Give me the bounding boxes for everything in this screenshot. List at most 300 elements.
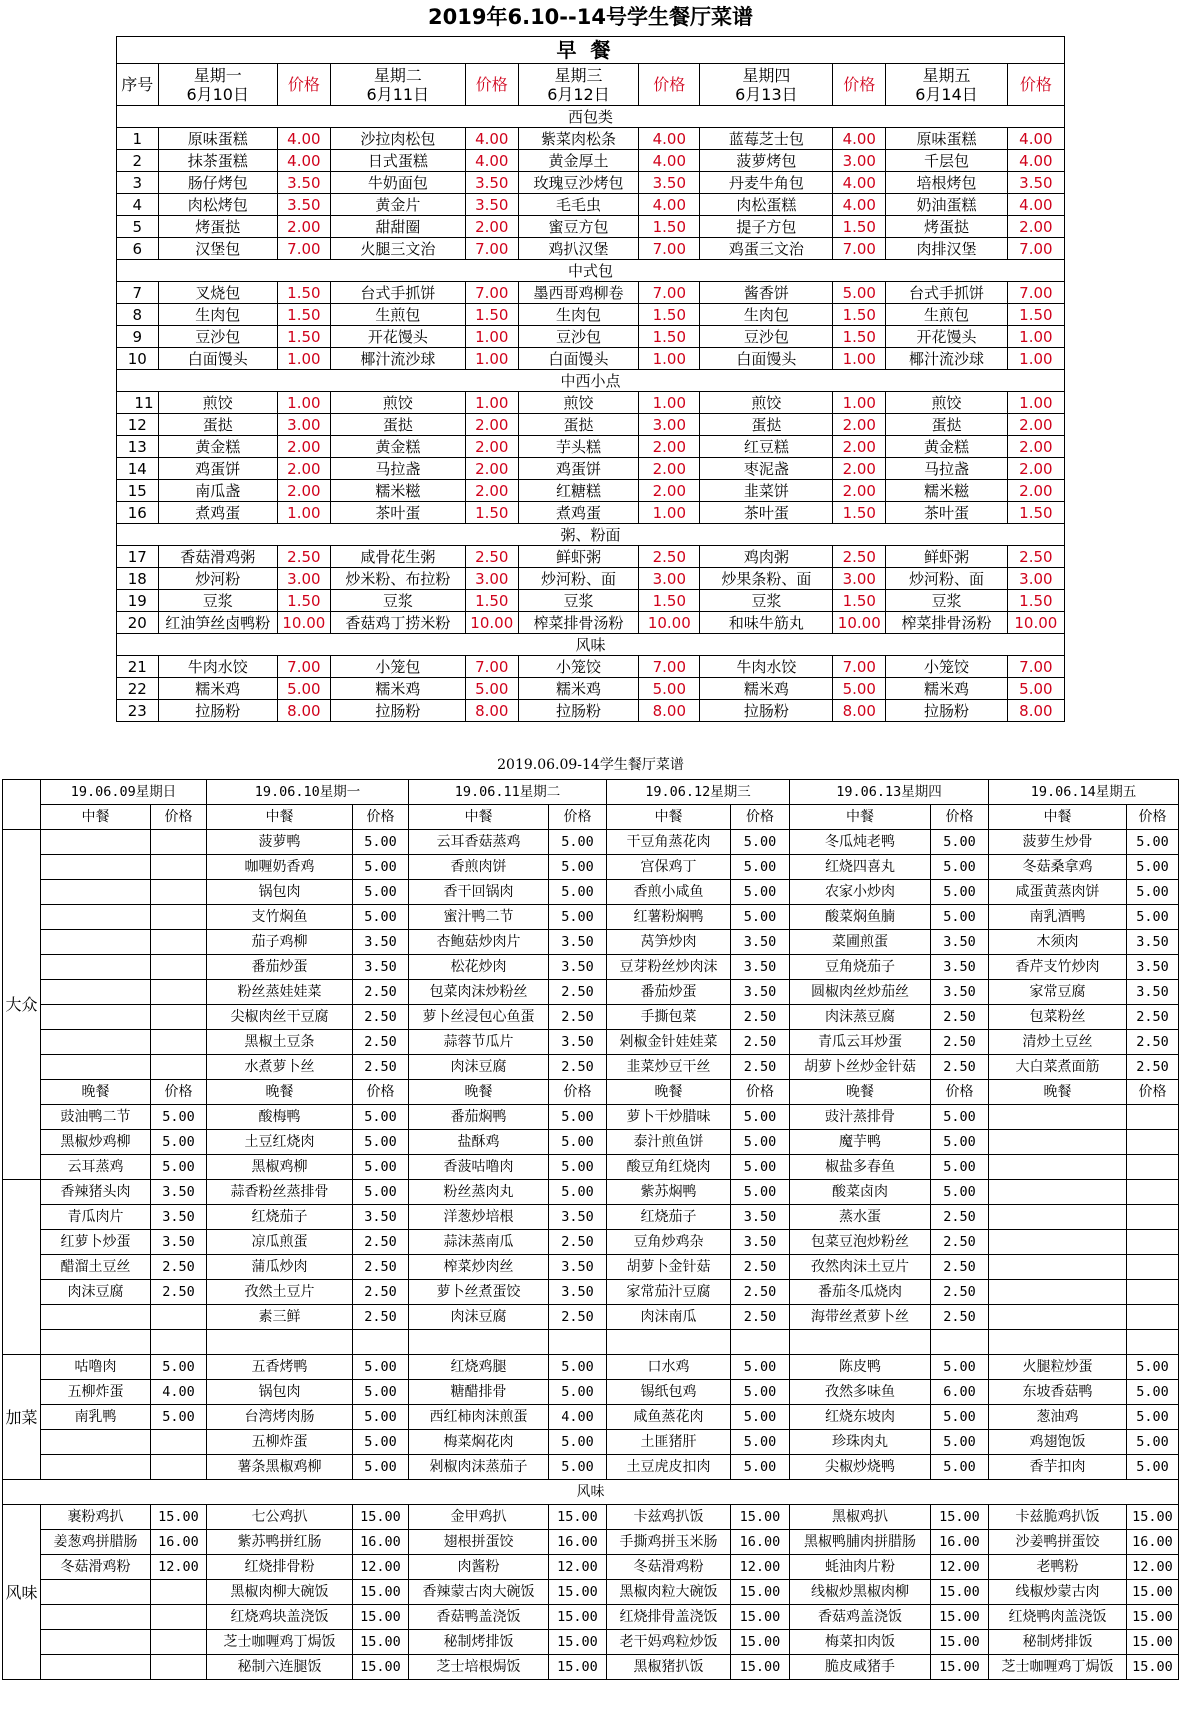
dish-price: 5.00 (731, 1155, 790, 1180)
dish-price (151, 980, 207, 1005)
dish-name: 香芋扣肉 (989, 1455, 1127, 1480)
dish-name: 包菜肉沫炒粉丝 (409, 980, 549, 1005)
dish-name (989, 1280, 1127, 1305)
dish-name: 锅包肉 (207, 1380, 353, 1405)
dish-name: 老干妈鸡粒炒饭 (607, 1630, 731, 1655)
dish-price: 5.00 (931, 1155, 989, 1180)
dish-price: 3.50 (353, 1205, 409, 1230)
dish-price: 5.00 (465, 678, 518, 700)
dish-name: 黄金糕 (886, 436, 1007, 458)
dish-name: 包菜粉丝 (989, 1005, 1127, 1030)
dish-price: 5.00 (931, 1105, 989, 1130)
dish-price: 2.50 (731, 1055, 790, 1080)
dish-name: 拉肠粉 (158, 700, 277, 722)
dish-price: 2.50 (549, 1230, 607, 1255)
dish-name: 糯米糍 (330, 480, 465, 502)
dish-name: 鲜虾粥 (518, 546, 638, 568)
dish-name (41, 855, 151, 880)
dish-name (790, 1330, 931, 1355)
date-label: 6月14日 (915, 84, 978, 104)
dinner-label: 晚餐 (41, 1080, 151, 1105)
dish-price: 1.50 (277, 304, 330, 326)
dish-price: 5.00 (1127, 1355, 1179, 1380)
price-label: 价格 (731, 805, 790, 830)
dish-price (1127, 1130, 1179, 1155)
dish-price: 10.00 (833, 612, 886, 634)
price-header: 价格 (465, 64, 518, 106)
dish-name: 红烧茄子 (607, 1205, 731, 1230)
extra-row (3, 1380, 1179, 1405)
dish-price: 2.50 (731, 1280, 790, 1305)
dish-name: 肠仔烤包 (158, 172, 277, 194)
date-label: 6月10日 (186, 84, 249, 104)
dish-price: 2.50 (833, 546, 886, 568)
dish-price: 4.00 (465, 150, 518, 172)
dish-price (151, 1305, 207, 1330)
dinner-row (3, 1105, 1179, 1130)
dish-name: 生煎包 (886, 304, 1007, 326)
dish-price: 16.00 (549, 1530, 607, 1555)
dish-price: 2.00 (1007, 458, 1064, 480)
dish-price (1127, 1180, 1179, 1205)
dish-name: 菜圃煎蛋 (790, 930, 931, 955)
row-index: 17 (117, 546, 159, 568)
flavor-row (3, 1655, 1179, 1680)
dish-name: 黑椒鸭脯肉拼腊肠 (790, 1530, 931, 1555)
dish-name: 红糖糕 (518, 480, 638, 502)
dish-name (41, 1430, 151, 1455)
dish-name: 毛毛虫 (518, 194, 638, 216)
dish-price: 5.00 (731, 1130, 790, 1155)
dish-name: 红烧四喜丸 (790, 855, 931, 880)
dish-price: 7.00 (639, 656, 700, 678)
dish-price: 7.00 (1007, 238, 1064, 260)
row-index: 15 (117, 480, 159, 502)
dish-name: 椰汁流沙球 (330, 348, 465, 370)
dish-price (151, 930, 207, 955)
extra-row (3, 1405, 1179, 1430)
dish-name: 和味牛筋丸 (700, 612, 833, 634)
dish-price: 5.00 (353, 855, 409, 880)
dish-name: 千层包 (886, 150, 1007, 172)
lunch-row (3, 880, 1179, 905)
dish-price: 15.00 (931, 1505, 989, 1530)
dish-price: 8.00 (1007, 700, 1064, 722)
dish-name: 培根烤包 (886, 172, 1007, 194)
dish-price: 5.00 (731, 1405, 790, 1430)
dish-price: 2.50 (931, 1305, 989, 1330)
dish-name (41, 1005, 151, 1030)
dish-name: 五柳炸蛋 (41, 1380, 151, 1405)
dish-name: 马拉盏 (886, 458, 1007, 480)
dish-name: 番茄炒蛋 (207, 955, 353, 980)
dish-name: 南乳酒鸭 (989, 905, 1127, 930)
dish-price: 8.00 (465, 700, 518, 722)
dish-price: 5.00 (353, 1455, 409, 1480)
dish-name: 香煎小咸鱼 (607, 880, 731, 905)
dish-name: 原味蛋糕 (158, 128, 277, 150)
dish-name: 拉肠粉 (330, 700, 465, 722)
dish-price: 3.00 (277, 414, 330, 436)
dish-name: 炒河粉、面 (518, 568, 638, 590)
dish-name: 秘制烤排饭 (409, 1630, 549, 1655)
menu-row (117, 458, 1065, 480)
dish-price: 15.00 (549, 1505, 607, 1530)
dish-name: 酱香饼 (700, 282, 833, 304)
row-index: 18 (117, 568, 159, 590)
dish-price (151, 1630, 207, 1655)
dish-name: 拉肠粉 (518, 700, 638, 722)
row-index: 5 (117, 216, 159, 238)
dish-name: 泰汁煎鱼饼 (607, 1130, 731, 1155)
dish-price: 12.00 (151, 1555, 207, 1580)
dish-price: 10.00 (639, 612, 700, 634)
price-label: 价格 (1127, 805, 1179, 830)
dish-price: 4.00 (151, 1380, 207, 1405)
dish-name: 糯米鸡 (886, 678, 1007, 700)
dish-price: 10.00 (1007, 612, 1064, 634)
dinner-label: 晚餐 (607, 1080, 731, 1105)
dish-name (989, 1305, 1127, 1330)
dish-price: 5.00 (353, 880, 409, 905)
dish-name: 枣泥盏 (700, 458, 833, 480)
dish-price (151, 1455, 207, 1480)
dish-name: 香干回锅肉 (409, 880, 549, 905)
dish-price: 3.50 (931, 955, 989, 980)
lunch-row (3, 955, 1179, 980)
dish-price: 15.00 (731, 1505, 790, 1530)
menu-row (117, 392, 1065, 414)
dish-price (931, 1330, 989, 1355)
dish-name: 鲜虾粥 (886, 546, 1007, 568)
dish-price: 5.00 (1127, 855, 1179, 880)
dish-name: 火腿粒炒蛋 (989, 1355, 1127, 1380)
dish-name: 冬菇桑拿鸡 (989, 855, 1127, 880)
dish-price: 2.50 (353, 1230, 409, 1255)
lunch-label: 中餐 (607, 805, 731, 830)
dish-name: 五柳炸蛋 (207, 1430, 353, 1455)
dish-name: 锅包肉 (207, 880, 353, 905)
dish-name: 蒜蓉节瓜片 (409, 1030, 549, 1055)
dish-name: 汉堡包 (158, 238, 277, 260)
dish-name: 胡萝卜丝炒金针菇 (790, 1055, 931, 1080)
dish-name: 大白菜煮面筋 (989, 1055, 1127, 1080)
dish-name: 圆椒肉丝炒茄丝 (790, 980, 931, 1005)
dish-name: 生肉包 (518, 304, 638, 326)
dinner-row (3, 1180, 1179, 1205)
dish-price: 3.50 (731, 980, 790, 1005)
dish-price: 4.00 (833, 194, 886, 216)
dish-name: 黄金糕 (330, 436, 465, 458)
lunch-dinner-title: 2019.06.09-14学生餐厅菜谱 (497, 757, 684, 773)
dish-price: 1.50 (833, 216, 886, 238)
dish-name: 拉肠粉 (886, 700, 1007, 722)
row-index: 23 (117, 700, 159, 722)
dish-name: 杏鲍菇炒肉片 (409, 930, 549, 955)
dish-price: 2.00 (833, 458, 886, 480)
dish-name: 芝士咖喱鸡丁焗饭 (989, 1655, 1127, 1680)
dish-name: 豆浆 (330, 590, 465, 612)
lunch-row (3, 855, 1179, 880)
dish-name: 牛肉水饺 (700, 656, 833, 678)
dish-price: 5.00 (151, 1130, 207, 1155)
dish-price: 5.00 (549, 1130, 607, 1155)
dish-price: 12.00 (931, 1555, 989, 1580)
dish-price: 5.00 (931, 1355, 989, 1380)
dish-price: 2.00 (1007, 414, 1064, 436)
day-header: 19.06.12星期三 (607, 780, 790, 805)
meal-banner-row (117, 37, 1065, 64)
dish-name: 咸蛋黄蒸肉饼 (989, 880, 1127, 905)
dish-price: 10.00 (277, 612, 330, 634)
dish-name: 金甲鸡扒 (409, 1505, 549, 1530)
dish-price: 16.00 (1127, 1530, 1179, 1555)
dish-name: 脆皮咸猪手 (790, 1655, 931, 1680)
dish-name: 台式手抓饼 (330, 282, 465, 304)
dish-name: 莴笋炒肉 (607, 930, 731, 955)
dish-price: 3.50 (731, 1230, 790, 1255)
price-label: 价格 (353, 1080, 409, 1105)
dish-price: 2.50 (151, 1280, 207, 1305)
dish-price (1127, 1155, 1179, 1180)
dish-name: 线椒炒蒙古肉 (989, 1580, 1127, 1605)
lunch-label: 中餐 (409, 805, 549, 830)
dish-name: 肉酱粉 (409, 1555, 549, 1580)
menu-row (117, 414, 1065, 436)
dish-price: 5.00 (731, 1430, 790, 1455)
dinner-header-row (3, 1080, 1179, 1105)
dish-price: 16.00 (151, 1530, 207, 1555)
dish-price: 1.50 (833, 304, 886, 326)
dish-name: 翅根拼蛋饺 (409, 1530, 549, 1555)
dish-price: 2.50 (549, 1305, 607, 1330)
section-label: 中式包 (117, 260, 1065, 282)
dish-price: 3.50 (353, 955, 409, 980)
dish-name: 冬菇滑鸡粉 (607, 1555, 731, 1580)
dish-name (989, 1230, 1127, 1255)
dish-name: 青瓜肉片 (41, 1205, 151, 1230)
dish-name: 黄金糕 (158, 436, 277, 458)
lunch-row (3, 930, 1179, 955)
dish-price: 1.50 (465, 590, 518, 612)
dish-name: 孜然土豆片 (207, 1280, 353, 1305)
dish-name: 五香烤鸭 (207, 1355, 353, 1380)
weekday-label: 星期三 (554, 65, 603, 85)
section-label: 西包类 (117, 106, 1065, 128)
dish-name: 七公鸡扒 (207, 1505, 353, 1530)
dish-price (151, 880, 207, 905)
dish-price (151, 1430, 207, 1455)
dish-price: 3.50 (731, 955, 790, 980)
dish-price: 4.00 (639, 150, 700, 172)
dish-name (41, 1455, 151, 1480)
dish-name: 卡兹脆鸡扒饭 (989, 1505, 1127, 1530)
dish-name (41, 1030, 151, 1055)
dish-price: 3.50 (731, 930, 790, 955)
row-index: 20 (117, 612, 159, 634)
dish-price: 5.00 (931, 1130, 989, 1155)
dish-name: 豆浆 (886, 590, 1007, 612)
dish-price: 3.00 (833, 568, 886, 590)
dish-name: 黑椒肉粒大碗饭 (607, 1580, 731, 1605)
dish-name (989, 1330, 1127, 1355)
price-label: 价格 (731, 1080, 790, 1105)
dish-name: 烤蛋挞 (158, 216, 277, 238)
dish-name: 糖醋排骨 (409, 1380, 549, 1405)
flavor-row (3, 1580, 1179, 1605)
dish-name: 生肉包 (700, 304, 833, 326)
dish-price: 5.00 (151, 1355, 207, 1380)
dish-price (731, 1330, 790, 1355)
dish-name: 番茄焖鸭 (409, 1105, 549, 1130)
menu-row (117, 238, 1065, 260)
dish-name: 肉沫豆腐 (409, 1055, 549, 1080)
dish-price: 2.50 (639, 546, 700, 568)
dish-name: 咕噜肉 (41, 1355, 151, 1380)
lunch-row (3, 1030, 1179, 1055)
price-label: 价格 (151, 1080, 207, 1105)
dish-name: 煮鸡蛋 (158, 502, 277, 524)
dish-name: 玫瑰豆沙烤包 (518, 172, 638, 194)
dish-price: 7.00 (1007, 282, 1064, 304)
dish-name: 茄子鸡柳 (207, 930, 353, 955)
dish-price: 5.00 (731, 1455, 790, 1480)
dinner-label: 晚餐 (790, 1080, 931, 1105)
dish-price: 15.00 (1127, 1580, 1179, 1605)
dish-price: 2.50 (353, 1255, 409, 1280)
dish-price: 5.00 (151, 1105, 207, 1130)
dish-name: 土匪猪肝 (607, 1430, 731, 1455)
dish-name: 口水鸡 (607, 1355, 731, 1380)
dish-name: 原味蛋糕 (886, 128, 1007, 150)
dish-name (41, 1305, 151, 1330)
dish-name: 肉松烤包 (158, 194, 277, 216)
menu-row (117, 326, 1065, 348)
dish-price: 3.50 (465, 172, 518, 194)
dish-price: 5.00 (833, 678, 886, 700)
dish-name: 宫保鸡丁 (607, 855, 731, 880)
lunch-row (3, 905, 1179, 930)
dish-price: 1.50 (1007, 304, 1064, 326)
dish-price: 3.50 (549, 1205, 607, 1230)
dish-name: 萝卜干炒腊味 (607, 1105, 731, 1130)
dinner-row (3, 1305, 1179, 1330)
dish-name: 葱油鸡 (989, 1405, 1127, 1430)
dish-name: 黄金片 (330, 194, 465, 216)
dish-name: 南瓜盏 (158, 480, 277, 502)
dish-name: 青瓜云耳炒蛋 (790, 1030, 931, 1055)
dish-price: 7.00 (639, 282, 700, 304)
dish-price: 5.00 (353, 1405, 409, 1430)
row-index: 2 (117, 150, 159, 172)
dinner-label: 晚餐 (409, 1080, 549, 1105)
dish-price: 1.50 (639, 304, 700, 326)
section-label: 中西小点 (117, 370, 1065, 392)
row-index: 19 (117, 590, 159, 612)
dish-name: 椰汁流沙球 (886, 348, 1007, 370)
dish-price: 2.50 (931, 1030, 989, 1055)
dish-price: 5.00 (931, 1455, 989, 1480)
dinner-label: 晚餐 (207, 1080, 353, 1105)
dish-price: 2.00 (465, 480, 518, 502)
dish-name: 肉松蛋糕 (700, 194, 833, 216)
dish-price: 5.00 (353, 830, 409, 855)
dish-price: 16.00 (931, 1530, 989, 1555)
dish-price: 1.50 (465, 304, 518, 326)
dish-price: 5.00 (1127, 1405, 1179, 1430)
extra-row (3, 1355, 1179, 1380)
dish-price: 5.00 (549, 1455, 607, 1480)
dish-price: 8.00 (833, 700, 886, 722)
dish-name: 秘制六连腿饭 (207, 1655, 353, 1680)
dish-name: 支竹焖鱼 (207, 905, 353, 930)
dish-name: 拉肠粉 (700, 700, 833, 722)
dish-price: 1.50 (639, 590, 700, 612)
weekday-label: 星期二 (373, 65, 422, 85)
section-row (117, 370, 1065, 392)
day-header: 19.06.11星期二 (409, 780, 607, 805)
dish-price: 5.00 (931, 905, 989, 930)
category-blank (3, 1180, 41, 1355)
dish-price: 2.50 (549, 1005, 607, 1030)
dish-price: 3.50 (549, 955, 607, 980)
dish-price: 15.00 (731, 1655, 790, 1680)
menu-row (117, 216, 1065, 238)
weekday-label: 星期一 (193, 65, 242, 85)
dish-name: 丹麦牛角包 (700, 172, 833, 194)
dish-name: 白面馒头 (700, 348, 833, 370)
dish-price: 2.00 (1007, 436, 1064, 458)
dish-price: 5.00 (549, 905, 607, 930)
dish-name: 咸骨花生粥 (330, 546, 465, 568)
dinner-row (3, 1230, 1179, 1255)
dish-name: 煎饺 (330, 392, 465, 414)
menu-row (117, 480, 1065, 502)
dish-name: 生肉包 (158, 304, 277, 326)
lunch-label: 中餐 (790, 805, 931, 830)
row-index: 7 (117, 282, 159, 304)
row-index: 11 (117, 392, 159, 414)
day-header (886, 64, 1007, 106)
lunch-row (3, 980, 1179, 1005)
dish-name: 香辣猪头肉 (41, 1180, 151, 1205)
dish-price: 2.50 (731, 1305, 790, 1330)
dish-name: 蒸水蛋 (790, 1205, 931, 1230)
dish-name: 素三鲜 (207, 1305, 353, 1330)
dish-name: 小笼饺 (886, 656, 1007, 678)
dish-name: 芝士咖喱鸡丁焗饭 (207, 1630, 353, 1655)
section-row (117, 634, 1065, 656)
dish-price: 2.00 (277, 436, 330, 458)
dish-name: 红烧茄子 (207, 1205, 353, 1230)
dish-price: 1.50 (639, 216, 700, 238)
lunch-row (3, 830, 1179, 855)
dish-price (1127, 1205, 1179, 1230)
dish-price: 3.50 (549, 1280, 607, 1305)
dish-price: 2.50 (353, 1280, 409, 1305)
dish-name: 红烧鸡块盖浇饭 (207, 1605, 353, 1630)
dish-name: 线椒炒黑椒肉柳 (790, 1580, 931, 1605)
dish-name: 蓝莓芝士包 (700, 128, 833, 150)
dish-name (41, 1580, 151, 1605)
row-index: 21 (117, 656, 159, 678)
flavor-row (3, 1530, 1179, 1555)
extra-row (3, 1455, 1179, 1480)
dish-price: 3.00 (1007, 568, 1064, 590)
row-index: 12 (117, 414, 159, 436)
dish-name: 家常豆腐 (989, 980, 1127, 1005)
dish-price (151, 1055, 207, 1080)
